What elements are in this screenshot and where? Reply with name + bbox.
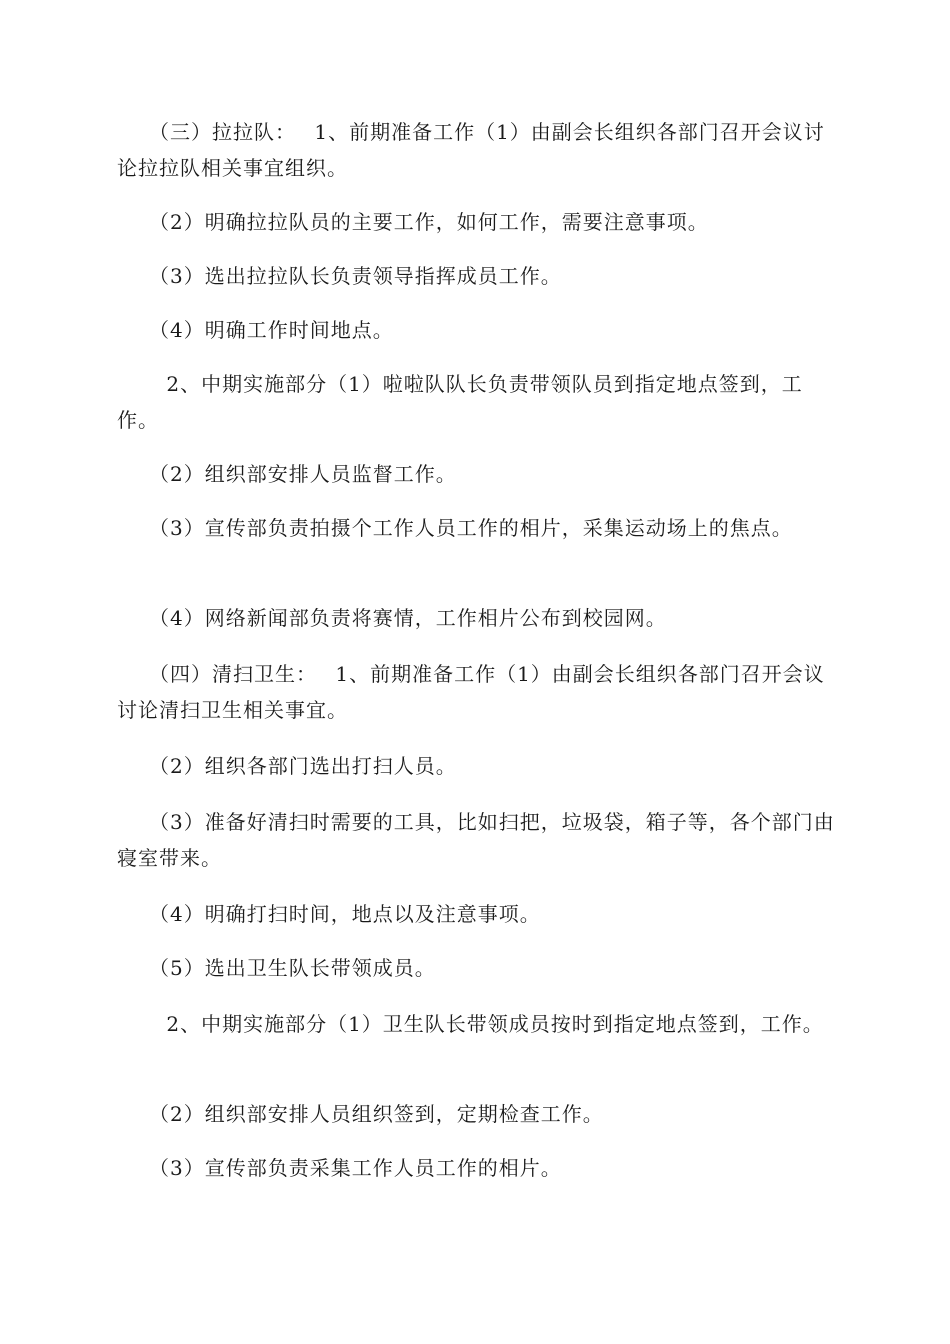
paragraph-cleaning-item-2: （2）组织各部门选出打扫人员。: [117, 754, 457, 778]
paragraph-cleaning-impl-item-3: （3）宣传部负责采集工作人员工作的相片。: [117, 1156, 562, 1180]
paragraph-cleaning-item-5: （5）选出卫生队长带领成员。: [117, 956, 436, 980]
paragraph-implementation-item-4: （4）网络新闻部负责将赛情，工作相片公布到校园网。: [117, 606, 667, 630]
paragraph-cleaning-item-3: （3）准备好清扫时需要的工具，比如扫把，垃圾袋，箱子等，各个部门由寝室带来。: [117, 810, 835, 870]
paragraph-cleaning-heading: （四）清扫卫生： 1、前期准备工作（1）由副会长组织各部门召开会议讨论清扫卫生相关事宜。: [117, 662, 825, 722]
paragraph-cheerleading-heading: （三）拉拉队： 1、前期准备工作（1）由副会长组织各部门召开会议讨论拉拉队相关事宜组织。: [117, 120, 825, 180]
paragraph-cleaning-item-4: （4）明确打扫时间，地点以及注意事项。: [117, 902, 541, 926]
paragraph-cleaning-impl-item-2: （2）组织部安排人员组织签到，定期检查工作。: [117, 1102, 604, 1126]
paragraph-cheerleading-item-2: （2）明确拉拉队员的主要工作，如何工作，需要注意事项。: [117, 210, 709, 234]
paragraph-cheerleading-item-4: （4）明确工作时间地点。: [117, 318, 394, 342]
paragraph-implementation-item-3: （3）宣传部负责拍摄个工作人员工作的相片，采集运动场上的焦点。: [117, 516, 793, 540]
paragraph-cheerleading-item-3: （3）选出拉拉队长负责领导指挥成员工作。: [117, 264, 562, 288]
paragraph-implementation-item-2: （2）组织部安排人员监督工作。: [117, 462, 457, 486]
paragraph-cleaning-implementation: 2、中期实施部分（1）卫生队长带领成员按时到指定地点签到，工作。: [117, 1012, 824, 1036]
paragraph-cheerleading-implementation: 2、中期实施部分（1）啦啦队队长负责带领队员到指定地点签到，工作。: [117, 372, 803, 432]
